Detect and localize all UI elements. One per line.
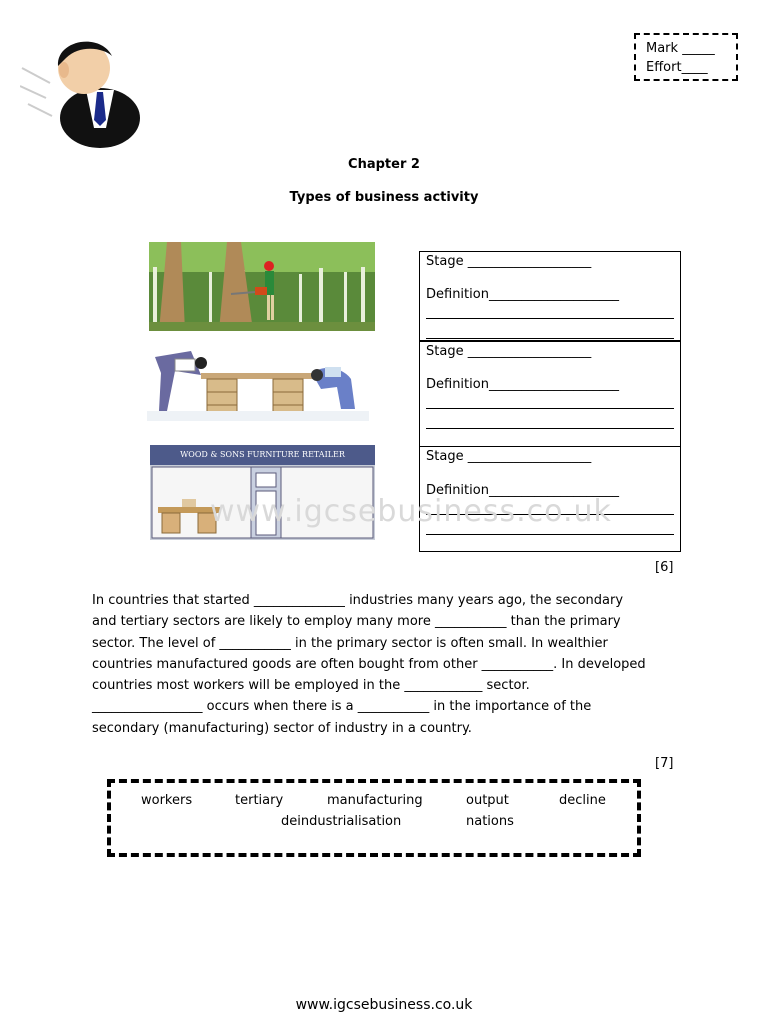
table-making-illustration [145,345,370,427]
chapter-title: Chapter 2 [348,157,420,172]
mark-effort-box [634,33,738,81]
word-nations: nations [466,814,514,829]
word-bank [107,779,641,857]
word-deindustrialisation: deindustrialisation [281,814,402,829]
answer-line [426,408,674,409]
definition-label: Definition____________________ [426,377,619,392]
word-tertiary: tertiary [235,793,284,808]
fill-in-paragraph [92,590,692,739]
paragraph-line: countries most workers will be employed in the ____________ sector. [92,678,530,694]
forest-illustration [149,242,375,331]
stage-label: Stage ___________________ [426,449,592,464]
page-subtitle: Types of business activity [289,190,479,205]
paragraph-line: and tertiary sectors are likely to employ many more ___________ than the primary [92,614,621,630]
effort-label: Effort____ [646,60,708,75]
mark-6: [6] [655,560,674,575]
stage-box-1 [419,251,681,341]
paragraph-line: _________________ occurs when there is a ___________ in the importance of the [92,699,592,715]
stage-label: Stage ___________________ [426,344,592,359]
paragraph-line: sector. The level of ___________ in the primary sector is often small. In wealthier [92,635,608,651]
definition-label: Definition____________________ [426,287,619,302]
stage-label: Stage ___________________ [426,254,592,269]
mark-label: Mark _____ [646,41,715,56]
answer-line [426,428,674,429]
answer-line [426,534,674,535]
watermark: www.igcsebusiness.co.uk [210,494,612,529]
mark-7: [7] [655,756,674,771]
answer-line [426,338,674,339]
paragraph-line: In countries that started ______________ industries many years ago, the secondary [92,593,624,608]
word-workers: workers [141,793,193,808]
paragraph-line: secondary (manufacturing) sector of industry in a country. [92,720,472,736]
businessman-icon [20,28,145,150]
word-output: output [466,793,509,808]
footer-url: www.igcsebusiness.co.uk [295,997,473,1013]
word-decline: decline [559,793,606,808]
word-manufacturing: manufacturing [327,793,423,808]
paragraph-line: countries manufactured goods are often bought from other ___________. In developed [92,656,646,672]
shop-sign: WOOD & SONS FURNITURE RETAILER [180,450,345,459]
answer-line [426,318,674,319]
stage-box-2 [419,341,681,447]
definition-label: Definition____________________ [426,483,619,498]
